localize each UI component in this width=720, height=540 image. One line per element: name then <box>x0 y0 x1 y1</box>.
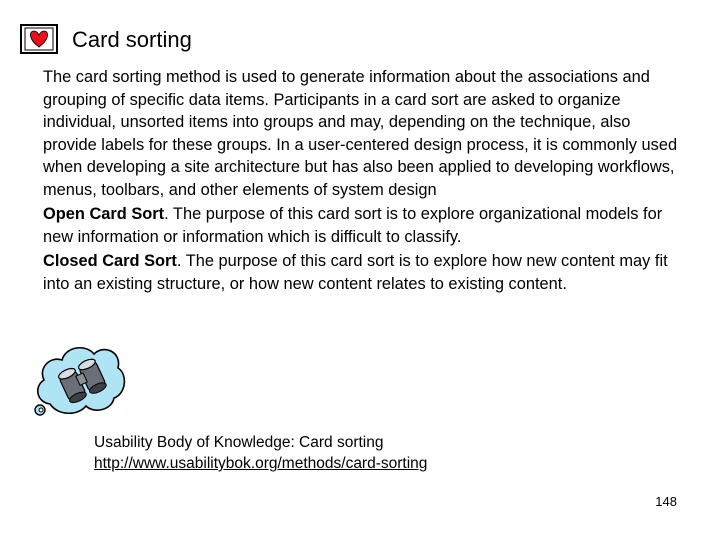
open-card-sort-text: . The purpose of this card sort is to explore organizational models for new information or information which is difficult to classify. <box>43 205 663 246</box>
closed-card-sort-text: . The purpose of this card sort is to explore how new content may fit into an existing structure, or how new content relates to existing content. <box>43 252 668 293</box>
heart-frame-icon <box>20 24 58 54</box>
closed-card-sort-paragraph <box>43 250 683 295</box>
closed-card-sort-term: Closed Card Sort <box>43 252 177 270</box>
binoculars-cloud-icon <box>32 338 128 418</box>
reference-link[interactable]: http://www.usabilitybok.org/methods/card-sorting <box>94 455 428 472</box>
page-title: Card sorting <box>72 27 192 52</box>
open-card-sort-paragraph <box>43 203 683 248</box>
page-number: 148 <box>655 494 677 509</box>
body-text <box>43 66 683 297</box>
intro-paragraph: The card sorting method is used to generate information about the associations and grouping of specific data items. Participants in a card sort are asked to organize individual, unsorted items into groups and may, depending on the technique, also provide labels for these groups. In a user-centered design process, it is commonly used when developing a site architecture but has also been applied to developing workflows, menus, toolbars, and other elements of system design <box>43 68 678 199</box>
reference-source: Usability Body of Knowledge: Card sorting <box>94 434 384 451</box>
reference <box>94 432 427 474</box>
open-card-sort-term: Open Card Sort <box>43 205 165 223</box>
